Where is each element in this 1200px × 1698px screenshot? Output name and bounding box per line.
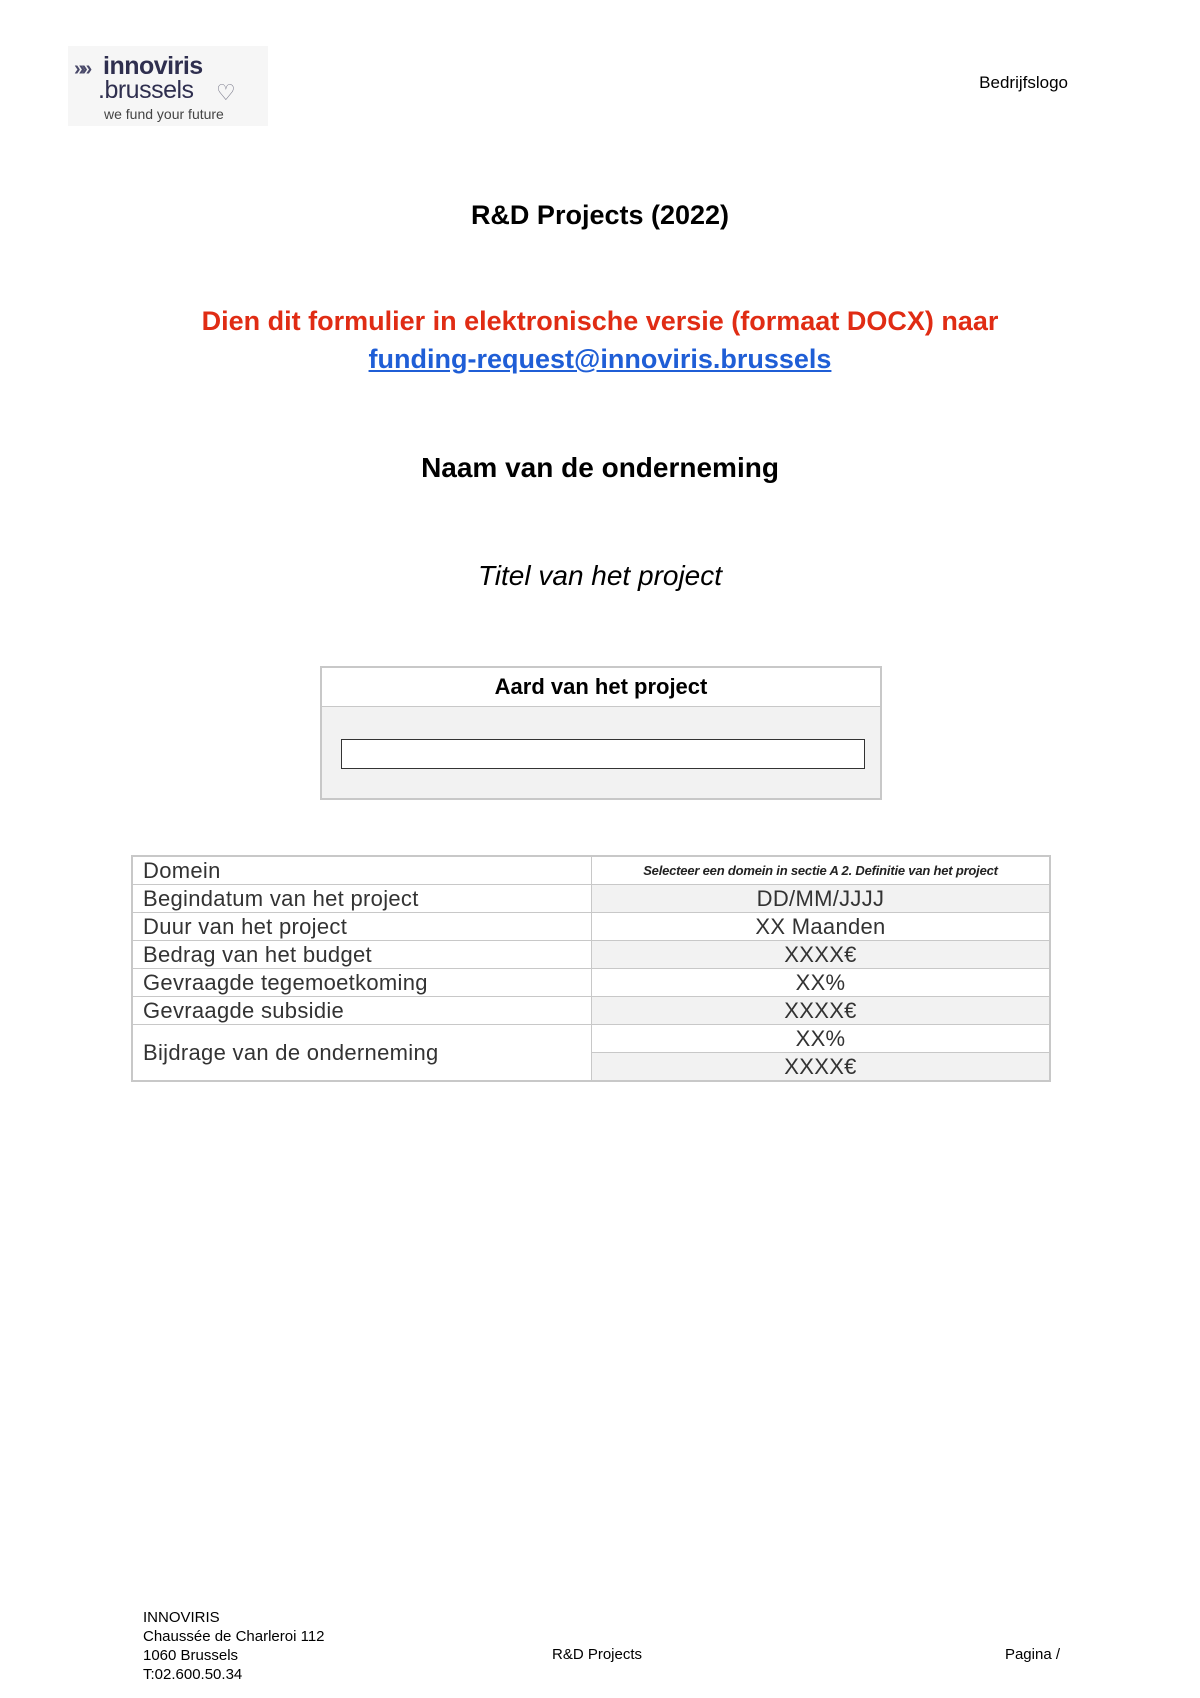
logo-line1: innoviris [103,52,203,80]
submission-instruction: Dien dit formulier in elektronische versie (formaat DOCX) naar [201,306,999,336]
table-row [132,969,1050,997]
company-name[interactable]: Naam van de onderneming [421,452,779,483]
project-title[interactable]: Titel van het project [477,560,723,591]
domain-select[interactable]: Selecteer een domein in sectie A 2. Definitie van het project [592,856,1051,885]
table-row [132,941,1050,969]
table-row [132,913,1050,941]
table-row [132,997,1050,1025]
project-nature-box [320,666,882,800]
contribution-amount-field[interactable]: XXXX€ [592,1053,1051,1082]
row-label-budget: Bedrag van het budget [132,941,592,969]
table-row [132,1025,1050,1053]
company-logo-placeholder: Bedrijfslogo [979,73,1068,92]
contribution-percent-field[interactable]: XX% [592,1025,1051,1053]
footer-city: 1060 Brussels [143,1647,239,1664]
row-label-requested-aid: Gevraagde tegemoetkoming [132,969,592,997]
budget-field[interactable]: XXXX€ [592,941,1051,969]
row-label-duration: Duur van het project [132,913,592,941]
footer-street: Chaussée de Charleroi 112 [143,1628,325,1645]
requested-aid-field[interactable]: XX% [592,969,1051,997]
footer-page-number: Pagina / [1004,1646,1060,1663]
project-summary-table [131,855,1051,1082]
logo-line2: .brussels [98,76,194,104]
duration-field[interactable]: XX Maanden [592,913,1051,941]
project-nature-field[interactable] [341,739,865,769]
document-title: R&D Projects (2022) [470,200,730,230]
email-link[interactable]: funding-request@innoviris.brussels [368,344,832,374]
start-date-field[interactable]: DD/MM/JJJJ [592,885,1051,913]
table-row [132,856,1050,885]
row-label-requested-subsidy: Gevraagde subsidie [132,997,592,1025]
row-label-company-contribution: Bijdrage van de onderneming [132,1025,592,1082]
footer-doc-name: R&D Projects [552,1646,643,1663]
footer-org: INNOVIRIS [143,1609,220,1626]
row-label-domain: Domein [132,856,592,885]
table-row [132,885,1050,913]
chevrons-icon: »» [74,58,89,80]
innoviris-logo [68,46,268,126]
row-label-start-date: Begindatum van het project [132,885,592,913]
footer-address [143,1608,325,1684]
project-nature-heading: Aard van het project [322,668,880,707]
footer-phone: T:02.600.50.34 [143,1666,243,1683]
hearts-icon: ♡ [216,80,236,105]
requested-subsidy-field[interactable]: XXXX€ [592,997,1051,1025]
logo-tagline: we fund your future [104,106,224,122]
